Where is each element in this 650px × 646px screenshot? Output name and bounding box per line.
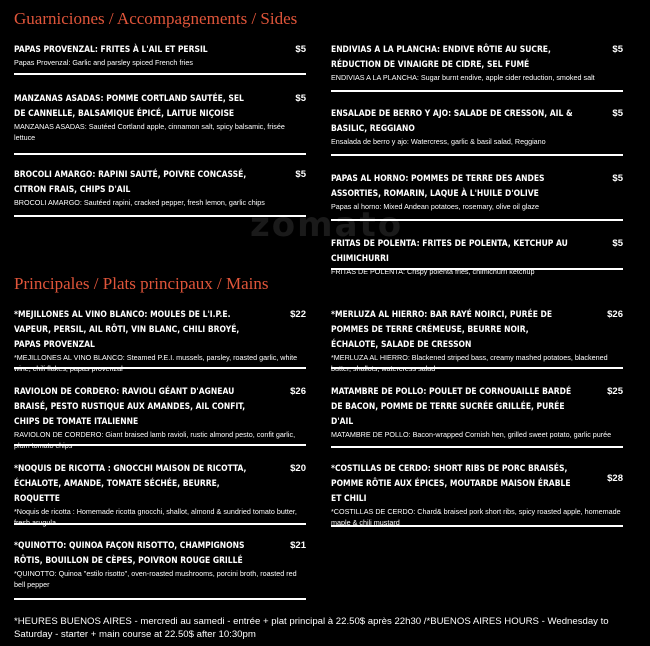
item-description: *Noquis de ricotta : Homemade ricotta gnocchi, shallot, almond & sundried tomato butter, fresh arugula	[14, 507, 297, 527]
menu-item-papas-provenzal	[14, 42, 306, 75]
item-description: BROCOLI AMARGO: Sautéed rapini, cracked pepper, fresh lemon, garlic chips	[14, 198, 265, 207]
footer-note: *HEURES BUENOS AIRES - mercredi au samedi - entrée + plat principal à 22.50$ après 22h30 /*BUENOS AIRES HOURS - Wednesday to Saturday - starter + main course at 22.50$ after 10:30pm	[14, 616, 609, 640]
item-price: $25	[607, 386, 623, 397]
item-name: ENSALADE DE BERRO Y AJO: SALADE DE CRESSON, AIL & BASILIC, REGGIANO	[331, 108, 573, 134]
item-price: $21	[290, 540, 306, 551]
item-name: FRITAS DE POLENTA: FRITES DE POLENTA, KETCHUP AU CHIMICHURRI	[331, 238, 568, 264]
item-description: *MERLUZA AL HIERRO: Blackened striped bass, creamy mashed potatoes, blackened butter, shallots, watercress salad	[331, 353, 608, 373]
item-name: MANZANAS ASADAS: POMME CORTLAND SAUTÉE, SEL DE CANNELLE, BALSAMIQUE ÉPICÉ, LAITUE NIÇOISE	[14, 93, 244, 119]
item-description: MANZANAS ASADAS: Sautéed Cortland apple, cinnamon salt, spicy balsamic, frisée lettuce	[14, 122, 285, 142]
item-price: $5	[612, 238, 623, 249]
menu-item-costillas	[331, 461, 623, 527]
watermark: zomato	[250, 205, 404, 245]
menu-item-matambre	[331, 384, 623, 448]
item-price: $5	[295, 169, 306, 180]
item-name: *MERLUZA AL HIERRO: BAR RAYÉ NOIRCI, PURÉE DE POMMES DE TERRE CRÉMEUSE, BEURRE NOIR, ÉCHALOTE, SALADE DE CRESSON	[331, 309, 553, 350]
item-description: ENDIVIAS A LA PLANCHA: Sugar burnt endive, apple cider reduction, smoked salt	[331, 73, 595, 82]
item-price: $20	[290, 463, 306, 474]
item-price: $26	[290, 386, 306, 397]
mains-section-title: Principales / Plats principaux / Mains	[14, 274, 269, 293]
menu-item-quinotto	[14, 538, 306, 600]
item-price: $5	[295, 44, 306, 55]
menu-item-merluza	[331, 307, 623, 373]
menu-item-manzanas-asadas	[14, 91, 306, 155]
item-description: *COSTILLAS DE CERDO: Chard& braised pork short ribs, spicy roasted apple, homemade maple & chili mustard	[331, 507, 621, 527]
item-name: *NOQUIS DE RICOTTA : GNOCCHI MAISON DE RICOTTA, ÉCHALOTE, AMANDE, TOMATE SÉCHÉE, BEURRE, ROQUETTE	[14, 463, 247, 504]
sides-section-title: Guarniciones / Accompagnements / Sides	[14, 9, 298, 28]
item-name: MATAMBRE DE POLLO: POULET DE CORNOUAILLE BARDÉ DE BACON, POMME DE TERRE SUCRÉE GRILLÉE, PURÉE D'AIL	[331, 386, 572, 427]
item-description: Papas al horno: Mixed Andean potatoes, rosemary, olive oil glaze	[331, 202, 540, 211]
menu-item-ensalade-berro	[331, 106, 623, 156]
item-name: *MEJILLONES AL VINO BLANCO: MOULES DE L'I.P.E. VAPEUR, PERSIL, AIL RÔTI, VIN BLANC, CHILI BROYÉ, PAPAS PROVENZAL	[14, 309, 240, 350]
item-description: Ensalada de berro y ajo: Watercress, garlic & basil salad, Reggiano	[331, 137, 546, 146]
menu-item-brocoli-amargo	[14, 167, 306, 217]
menu-item-mejillones	[14, 307, 306, 373]
menu-item-endivias	[331, 42, 623, 92]
item-description: FRITAS DE POLENTA: Crispy polenta fries, chimichurri ketchup	[331, 267, 535, 276]
item-price: $28	[607, 473, 623, 484]
item-description: RAVIOLON DE CORDERO: Giant braised lamb ravioli, rustic almond pesto, confit garlic, plum tomato chips	[14, 430, 296, 450]
item-name: *QUINOTTO: QUINOA FAÇON RISOTTO, CHAMPIGNONS RÔTIS, BOUILLON DE CÈPES, POIVRON ROUGE GRILLÉ	[14, 540, 245, 566]
item-price: $5	[295, 93, 306, 104]
item-name: BROCOLI AMARGO: RAPINI SAUTÉ, POIVRE CONCASSÉ, CITRON FRAIS, CHIPS D'AIL	[14, 169, 247, 195]
menu-item-fritas-polenta	[331, 236, 623, 276]
menu-item-noquis	[14, 461, 306, 525]
item-price: $22	[290, 309, 306, 320]
item-price: $26	[607, 309, 623, 320]
item-name: ENDIVIAS A LA PLANCHA: ENDIVE RÔTIE AU SUCRE, RÉDUCTION DE VINAIGRE DE CIDRE, SEL FUMÉ	[331, 44, 551, 70]
item-description: *MEJILLONES AL VINO BLANCO: Steamed P.E.I. mussels, parsley, roasted garlic, white wine, chili flakes, papas provenzal	[14, 353, 298, 373]
item-name: *COSTILLAS DE CERDO: SHORT RIBS DE PORC BRAISÉS, POMME RÔTIE AUX ÉPICES, MOUTARDE MAISON ÉRABLE ET CHILI	[331, 463, 571, 504]
item-price: $5	[612, 108, 623, 119]
item-name: PAPAS PROVENZAL: FRITES À L'AIL ET PERSIL	[14, 44, 208, 55]
item-description: MATAMBRE DE POLLO: Bacon-wrapped Cornish hen, grilled sweet potato, garlic purée	[331, 430, 612, 439]
item-price: $5	[612, 173, 623, 184]
menu-item-papas-al-horno	[331, 171, 623, 221]
item-price: $5	[612, 44, 623, 55]
item-description: *QUINOTTO: Quinoa "estilo risotto", oven-roasted mushrooms, porcini broth, roasted red bell pepper	[14, 569, 297, 589]
menu-item-raviolon	[14, 384, 306, 450]
item-name: PAPAS AL HORNO: POMMES DE TERRE DES ANDES ASSORTIES, ROMARIN, LAQUE À L'HUILE D'OLIVE	[331, 173, 545, 199]
item-name: RAVIOLON DE CORDERO: RAVIOLI GÉANT D'AGNEAU BRAISÉ, PESTO RUSTIQUE AUX AMANDES, AIL CONFIT, CHIPS DE TOMATE ITALIENNE	[14, 386, 246, 427]
item-description: Papas Provenzal: Garlic and parsley spiced French fries	[14, 58, 193, 67]
